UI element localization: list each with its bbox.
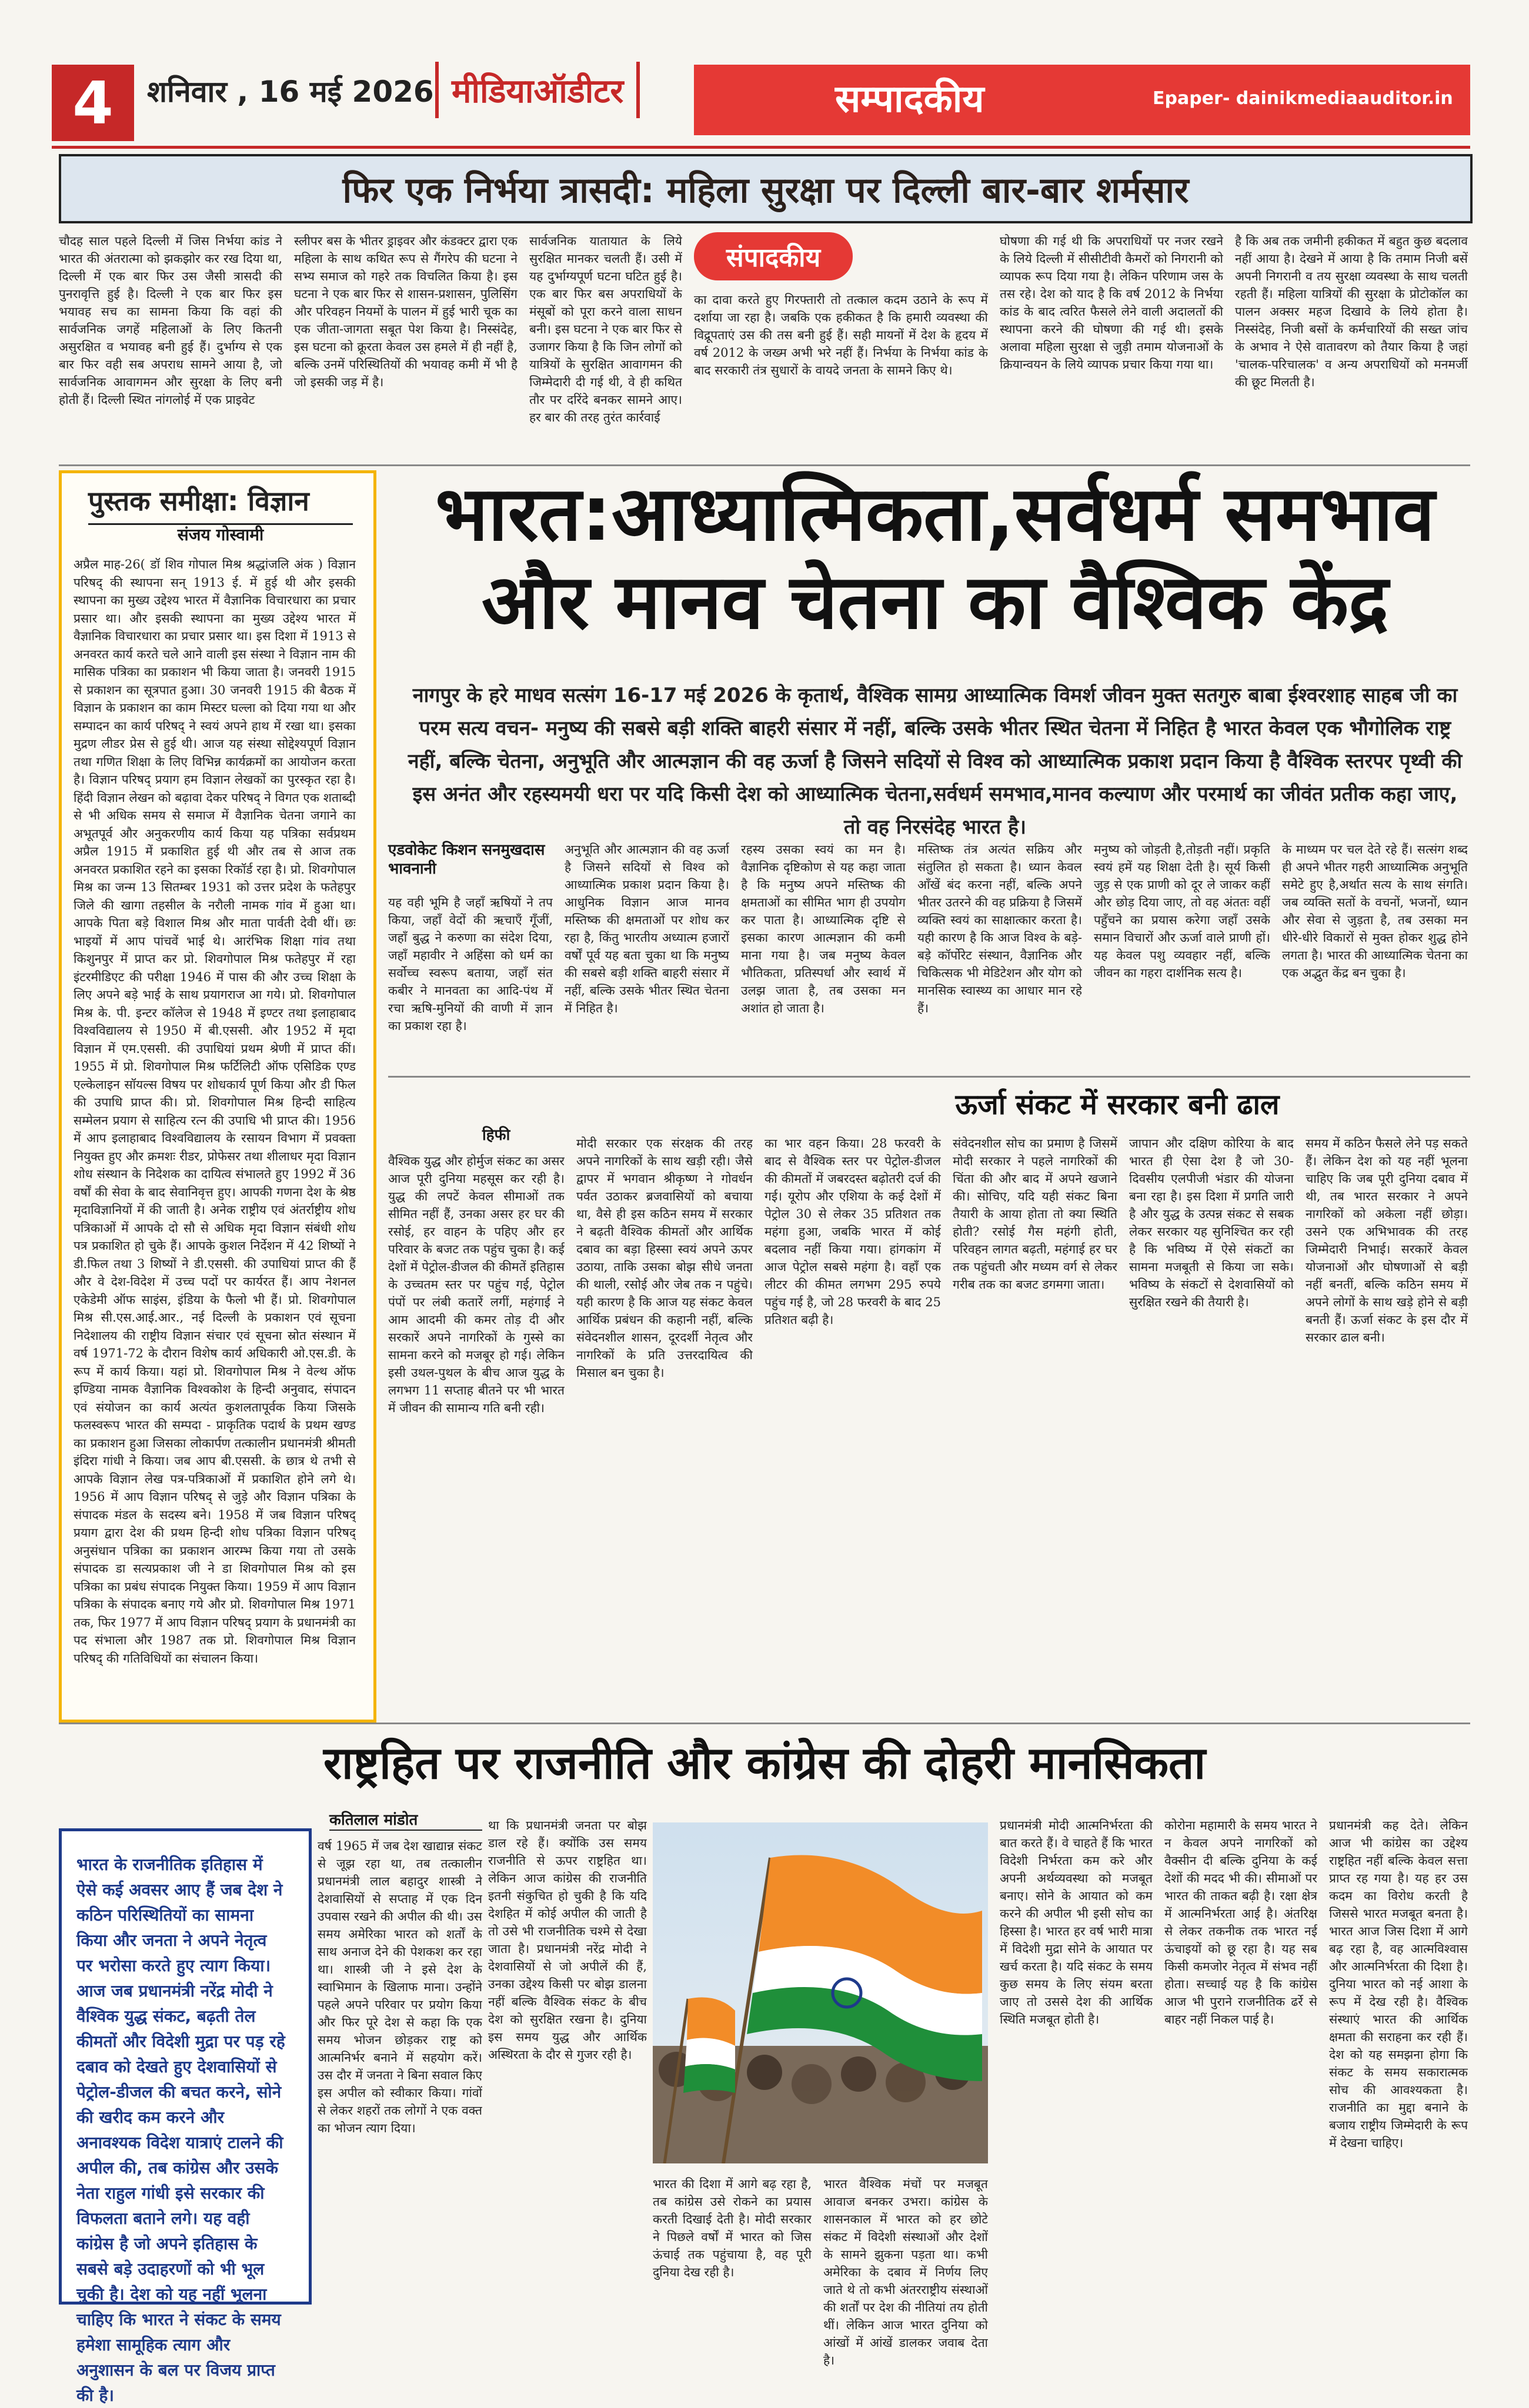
lead-col-3: सार्वजनिक यातायात के लिये सुरक्षित मानकर चलती हैं। उसी में यह दुर्भाग्यपूर्ण घटना घटित हुई है। एक बार फिर बस अपराधियों के मंसूबों को पूरा करने वाला साधन बनी। इस घटना ने एक बार फिर से उजागर किया है कि जिन लोगों को यात्रियों के सुरक्षित आवागमन की जिम्मेदारी दी गई थी, वे ही कथित तौर पर दरिंदे बनकर सामने आए। हर बार की तरह तुरंत कार्रवाई bbox=[529, 234, 682, 424]
politics-col-1: वर्ष 1965 में जब देश खाद्यान्न संकट से जूझ रहा था, तब तत्कालीन प्रधानमंत्री लाल बहादुर शास्त्री ने देशवासियों से सप्ताह में एक दिन उपवास रखने की अपील की थी। उस समय अमेरिका भारत को शर्तों के साथ अनाज देने की पेशकश कर रहा था। शास्त्री जी ने इसे देश के स्वाभिमान के खिलाफ माना। उन्होंने पहले अपने परिवार पर प्रयोग किया और फिर पूरे देश से कहा कि एक समय भोजन छोड़कर राष्ट्र को आत्मनिर्भर बनाने में सहयोग करें। उस दौर में जनता ने बिना सवाल किए इस अपील को स्वीकार किया। गांवों से लेकर शहरों तक लोगों ने एक वक्त का भोजन त्याग दिया। bbox=[318, 1839, 482, 2135]
feature-byline: एडवोकेट किशन सनमुखदास भावनानी bbox=[388, 841, 545, 878]
energy-col-4: संवेदनशील सोच का प्रमाण है जिसमें मोदी सरकार ने पहले नागरिकों की चिंता की और बाद में अपने खजाने की। सोचिए, यदि यही संकट बिना तैयारी के आया होता तो क्या स्थिति होती? रसोई गैस महंगी होती, परिवहन लागत बढ़ती, महंगाई हर घर तक पहुंचती और मध्यम वर्ग से लेकर गरीब तक का बजट डगमगा जाता। bbox=[953, 1136, 1117, 1292]
lead-col-1: चौदह साल पहले दिल्ली में जिस निर्भया कांड ने भारत की अंतरात्मा को झकझोर कर रख दिया था, दिल्ली में एक बार फिर उस जैसी त्रासदी की पुनरावृत्ति हुई है। दिल्ली ने एक बार फिर इस भयावह सच का सामना किया कि वहां की सार्वजनिक जगहें महिलाओं के लिए कितनी असुरक्षित व भयावह बनी हुई हैं। दुर्भाग्य से एक बार फिर वही सब अपराध सामने आया है, जो सार्वजनिक आवागमन और सुरक्षा के लिए बनी होती हैं। दिल्ली स्थित नांगलोई में एक प्राइवेट bbox=[59, 234, 282, 407]
energy-col-5: जापान और दक्षिण कोरिया के बाद भारत ही ऐसा देश है जो 30-दिवसीय एलपीजी भंडार की योजना बना रहा है। इस दिशा में प्रगति जारी है और युद्ध के उत्पन्न संकट से सबक लेकर सरकार यह सुनिश्चित कर रही है कि भविष्य में ऐसे संकटों का सामना मजबूती से किया जा सके। भविष्य के संकटों से देशवासियों को सुरक्षित रखने की तैयारी है। bbox=[1129, 1136, 1294, 1309]
feature-col-1: यह वही भूमि है जहाँ ऋषियों ने तप किया, जहाँ वेदों की ऋचाएँ गूँजीं, जहाँ बुद्ध ने करुणा का संदेश दिया, जहाँ महावीर ने अहिंसा को धर्म का सर्वोच्च स्वरूप बताया, जहाँ संत कबीर ने मानवता का आदि-पंथ में रचा ऋषि-मुनियों की वाणी में ज्ञान का प्रकाश रहा है। bbox=[388, 895, 553, 1033]
politics-col-2: था कि प्रधानमंत्री जनता पर बोझ डाल रहे हैं। क्योंकि उस समय राजनीति से ऊपर राष्ट्रहित था। लेकिन आज कांग्रेस की राजनीति इतनी संकुचित हो चुकी है कि यदि देशहित में कोई अपील की जाती है तो उसे भी राजनीतिक चश्मे से देखा जाता है। प्रधानमंत्री नरेंद्र मोदी ने देशवासियों से जो अपीलें की हैं, उनका उद्देश्य किसी पर बोझ डालना नहीं बल्कि वैश्विक संकट के बीच देश को सुरक्षित रखना है। दुनिया इस समय युद्ध और आर्थिक अस्थिरता के दौर से गुजर रही है। bbox=[488, 1818, 647, 2062]
lead-headline-box bbox=[59, 154, 1473, 223]
rally-flag-illustration bbox=[653, 1822, 988, 2163]
page-number: 4 bbox=[52, 65, 134, 141]
politics-byline: कतिलाल मांडोत bbox=[329, 1811, 482, 1831]
energy-headline: ऊर्जा संकट में सरकार बनी ढाल bbox=[955, 1088, 1280, 1121]
epaper-link[interactable]: Epaper- dainikmediaauditor.in bbox=[1153, 88, 1453, 109]
congress-rally-photo bbox=[653, 1822, 988, 2163]
energy-col-1: वैश्विक युद्ध और होर्मुज संकट का असर आज पूरी दुनिया महसूस कर रही है। युद्ध की लपटें केवल सीमाओं तक सीमित नहीं हैं, उनका असर हर घर की रसोई, हर वाहन के पहिए और हर परिवार के बजट तक पहुंच चुका है। कई देशों में पेट्रोल-डीजल की कीमतें इतिहास के उच्चतम स्तर पर पहुंच गई, पेट्रोल पंपों पर लंबी कतारें लगीं, महंगाई ने आम आदमी की कमर तोड़ दी और सरकारें अपने नागरिकों के गुस्से का सामना करने को मजबूर हो गई। लेकिन इसी उथल-पुथल के बीच आज युद्ध के लगभग 11 सप्ताह बीतने पर भी भारत में जीवन की सामान्य गति बनी रही। bbox=[388, 1154, 565, 1415]
politics-col-7: प्रधानमंत्री कह देते। लेकिन आज भी कांग्रेस का उद्देश्य राष्ट्रहित नहीं बल्कि केवल सत्ता प्राप्त रह गया है। यह हर उस कदम का विरोध करती है जिससे भारत मजबूत बनता है। भारत आज जिस दिशा में आगे बढ़ रहा है, वह आत्मविश्वास और आत्मनिर्भरता की दिशा है। दुनिया भारत को नई आशा के रूप में देख रही है। वैश्विक संस्थाएं भारत की आर्थिक क्षमता की सराहना कर रही हैं। देश को यह समझना होगा कि संकट के समय सकारात्मक सोच की आवश्यकता है। राजनीति का मुद्दा बनाने के बजाय राष्ट्रीय जिम्मेदारी के रूप में देखना चाहिए। bbox=[1329, 1818, 1468, 2150]
book-review-author: संजय गोस्वामी bbox=[177, 525, 264, 544]
section-title: सम्पादकीय bbox=[835, 78, 984, 121]
feature-col-5: मनुष्य को जोड़ती है,तोड़ती नहीं। प्रकृति स्वयं हमें यह शिक्षा देती है। सूर्य किसी जुड़ से एक प्राणी को दूर ले जाकर कहीं और छोड़ दिया जाए, तो वह अंततः वहीं पहुँचने का प्रयास करेगा जहाँ उसके समान विचारों और ऊर्जा वाले प्राणी हों। यह केवल पशु व्यवहार नहीं, बल्कि जीवन का गहरा दार्शनिक सत्य है। bbox=[1094, 842, 1270, 980]
energy-col-3: का भार वहन किया। 28 फरवरी के बाद से वैश्विक स्तर पर पेट्रोल-डीजल की कीमतों में जबरदस्त बढ़ोतरी दर्ज की गई। यूरोप और एशिया के कई देशों में पेट्रोल 30 से लेकर 35 प्रतिशत तक महंगा हुआ, जबकि भारत में कोई बदलाव नहीं किया गया। हांगकांग में आज पेट्रोल सबसे महंगा है। वहाँ एक लीटर की कीमत लगभग 295 रुपये पहुंच गई है, जो 28 फरवरी के बाद 25 प्रतिशत बढ़ी है। bbox=[764, 1136, 941, 1327]
bottom-divider bbox=[59, 1723, 1470, 1724]
energy-byline: हिफी bbox=[482, 1126, 510, 1144]
section-divider bbox=[59, 464, 1470, 466]
lead-headline: फिर एक निर्भया त्रासदी: महिला सुरक्षा पर दिल्ली बार-बार शर्मसार bbox=[342, 170, 1189, 211]
book-review-title: पुस्तक समीक्षा: विज्ञान bbox=[88, 482, 353, 525]
feature-headline-line-2: और मानव चेतना का वैश्विक केंद्र bbox=[481, 558, 1389, 646]
feature-col-2: अनुभूति और आत्मज्ञान की वह ऊर्जा है जिसने सदियों से विश्व को आध्यात्मिक प्रकाश प्रदान किया है। आधुनिक विज्ञान आज मानव मस्तिष्क की क्षमताओं पर शोध कर रहा है, किंतु भारतीय अध्यात्म हजारों वर्षों पूर्व यह बता चुका था कि मनुष्य की सबसे बड़ी शक्ति बाहरी संसार में नहीं, बल्कि उसके भीतर स्थित चेतना में निहित है। bbox=[565, 842, 729, 1015]
paper-name: मीडियाऑडीटर bbox=[435, 62, 640, 118]
feature-divider bbox=[388, 1076, 1470, 1078]
feature-headline-line-1: भारत:आध्यात्मिकता,सर्वधर्म समभाव bbox=[435, 470, 1435, 558]
politics-headline: राष्ट्रहित पर राजनीति और कांग्रेस की दोहरी मानसिकता bbox=[323, 1737, 1206, 1789]
feature-col-4: मस्तिष्क तंत्र अत्यंत सक्रिय और संतुलित हो सकता है। ध्यान केवल आँखें बंद करना नहीं, बल्कि अपने भीतर उतरने की वह प्रक्रिया है जिसमें व्यक्ति स्वयं का साक्षात्कार करता है। यही कारण है कि आज विश्व के बड़े-बड़े कॉर्पोरेट संस्थान, वैज्ञानिक और चिकित्सक भी मेडिटेशन और योग को मानसिक स्वास्थ्य का आधार मान रहे हैं। bbox=[917, 842, 1082, 1015]
feature-headline bbox=[388, 470, 1482, 647]
politics-col-5: प्रधानमंत्री मोदी आत्मनिर्भरता की बात करते हैं। वे चाहते हैं कि भारत विदेशी निर्भरता कम करे और अपनी अर्थव्यवस्था को मजबूत बनाए। सोने के आयात को कम करने की अपील भी इसी सोच का हिस्सा है। भारत हर वर्ष भारी मात्रा में विदेशी मुद्रा सोने के आयात पर खर्च करता है। यदि संकट के समय कुछ समय के लिए संयम बरता जाए तो उससे देश की आर्थिक स्थिति मजबूत होती है। bbox=[1000, 1818, 1153, 2026]
lead-col-4: का दावा करते हुए गिरफ्तारी तो तत्काल कदम उठाने के रूप में दर्शाया जा रहा है। जबकि एक हकीकत है कि हमारी व्यवस्था की विद्रूपताएं उस की तस बनी हुई हैं। सही मायनों में देश के हृदय में वर्ष 2012 के जख्म अभी भरे नहीं हैं। निर्भया के निर्भया कांड के बाद सरकारी तंत्र सुधारों के वायदे जनता के सामने किए थे। bbox=[694, 293, 988, 377]
politics-col-6: कोरोना महामारी के समय भारत ने न केवल अपने नागरिकों को वैक्सीन दी बल्कि दुनिया के कई देशों की मदद भी की। सीमाओं पर भारत की ताकत बढ़ी है। रक्षा क्षेत्र में आत्मनिर्भरता आई है। अंतरिक्ष से लेकर तकनीक तक भारत नई ऊंचाइयों को छू रहा है। यह सब किसी कमजोर नेतृत्व में संभव नहीं होता। सच्चाई यह है कि कांग्रेस आज भी पुराने राजनीतिक ढर्रे से बाहर नहीं निकल पाई है। bbox=[1164, 1818, 1317, 2026]
editorial-badge: संपादकीय bbox=[694, 232, 853, 280]
politics-col-3: भारत की दिशा में आगे बढ़ रहा है, तब कांग्रेस उसे रोकने का प्रयास करती दिखाई देती है। मोदी सरकार ने पिछले वर्षों में भारत को जिस ऊंचाई तक पहुंचाया है, वह पूरी दुनिया देख रही है। bbox=[653, 2177, 812, 2279]
feature-col-6: के माध्यम पर चल देते रहे हैं। सत्संग शब्द ही अपने भीतर गहरी आध्यात्मिक अनुभूति समेटे हुए है,अर्थात सत्य के साथ संगति। जब व्यक्ति सतों के वचनों, भजनों, ध्यान और सेवा से जुड़ता है, तब उसका मन धीरे-धीरे विकारों से मुक्त होकर शुद्ध होने लगता है। भारत की आध्यात्मिक चेतना का एक अद्भुत केंद्र बन चुका है। bbox=[1282, 842, 1468, 980]
book-review-body: अप्रैल माह-26( डॉ शिव गोपाल मिश्र श्रद्धांजलि अंक ) विज्ञान परिषद् की स्थापना सन् 1913 ई. में हुई थी और इसकी स्थापना का मुख्य उद्देश्य भारत में वैज्ञानिक विचारधारा का प्रचार प्रसार था। और इसकी स्थापना का मुख्य उद्देश्य भारत में वैज्ञानिक विचारधारा का प्रचार प्रसार था। इस दिशा में 1913 से अनवरत कार्य करते चले आने वाली इस संस्था ने विज्ञान नाम की मासिक पत्रिका का प्रकाशन भी किया जाता है। जनवरी 1915 से प्रकाशन का सूत्रपात हुआ। 30 जनवरी 1915 की बैठक में विज्ञान के प्रकाशन का काम मिस्टर घल्ला को दिया गया था और सम्पादन का कार्य परिषद् ने स्वयं अपने हाथ में रखा था। इसका मुद्रण लीडर प्रेस से हुई थी। आज यह संस्था सोद्देश्यपूर्ण विज्ञान तथा गणित शिक्षा के लिए विभिन्न कार्यक्रमों का आयोजन करता है। विज्ञान परिषद् प्रयाग हम विज्ञान लेखकों का पुरस्कृत रहा है। हिंदी विज्ञान लेखन को बढ़ावा देकर परिषद् ने विगत एक शताब्दी से भी अधिक समय से समाज में वैज्ञानिक चेतना जगाने का अभूतपूर्व और अनुकरणीय कार्य किया यह पत्रिका सर्वप्रथम अप्रैल 1915 में प्रकाशित हुई थी और तब से आज तक अनवरत प्रकाशित रहने का इसका रिकॉर्ड रहा है। प्रो. शिवगोपाल मिश्र का जन्म 13 सितम्बर 1931 को उत्तर प्रदेश के फतेहपुर जिले की खागा तहसील के नरौली नामक गांव में हुआ था। आपके पिता बड़े विशाल मिश्र और माता पार्वती देवी थीं। छः भाइयों में आप पांचवें भाई थे। आरंभिक शिक्षा गांव तथा किशुनपुर में प्राप्त कर प्रो. शिवगोपाल मिश्र फतेहपुर में रहा इंटरमीडिएट की परीक्षा 1946 में पास की और उच्च शिक्षा के लिए अपने बड़े भाई के साथ प्रयागराज आ गये। प्रो. शिवगोपाल मिश्र के. पी. इन्टर कॉलेज से 1948 में इण्टर तथा इलाहाबाद विश्वविद्यालय से 1950 में बी.एससी. और 1952 में मृदा विज्ञान में एम.एससी. की उपाधियां प्रथम श्रेणी में प्राप्त कीं। 1955 में प्रो. शिवगोपाल मिश्र फर्टिलिटी ऑफ एसिडिक एण्ड एल्केलाइन सॉयल्स विषय पर शोधकार्य पूर्ण किया और डी फिल की उपाधि प्राप्त की। प्रो. शिवगोपाल मिश्र हिन्दी साहित्य सम्मेलन प्रयाग से साहित्य रत्न की उपाधि भी प्राप्त की। 1956 में आप इलाहाबाद विश्वविद्यालय के रसायन विभाग में प्रवक्ता नियुक्त हुए और क्रमशः रीडर, प्रोफेसर तथा शीलाधर मृदा विज्ञान शोध संस्थान के निदेशक का दायित्व संभालते हुए 1992 में 36 वर्षों की सेवा के बाद सेवानिवृत्त हुए। आपकी गणना देश के श्रेष्ठ मृदाविज्ञानियों में की जाती है। अनेक राष्ट्रीय एवं अंतर्राष्ट्रीय शोध पत्रिकाओं में आपके दो सौ से अधिक मृदा विज्ञान संबंधी शोध पत्र प्रकाशित हो चुके हैं। आपके कुशल निर्देशन में 42 शिष्यों ने डी.फिल तथा 3 शिष्यों ने डी.एससी. की उपाधियां प्राप्त की हैं और वे देश-विदेश में उच्च पदों पर कार्यरत हैं। आप नेशनल एकेडेमी ऑफ साइंस, इंडिया के फैलो भी हैं। प्रो. शिवगोपाल मिश्र सी.एस.आई.आर., नई दिल्ली के प्रकाशन एवं सूचना निदेशालय की राष्ट्रीय विज्ञान संचार एवं सूचना स्रोत संस्थान में वर्ष 1971-72 के दौरान विशेष कार्य अधिकारी ओ.एस.डी. के रूप में कार्य किया। यहां प्रो. शिवगोपाल मिश्र ने वेल्थ ऑफ इण्डिया नामक वैज्ञानिक विश्वकोश के हिन्दी अनुवाद, संपादन एवं संयोजन का कार्य अत्यंत कुशलतापूर्वक किया जिसके फलस्वरूप भारत की सम्पदा - प्राकृतिक पदार्थ के प्रथम खण्ड का प्रकाशन हुआ जिसका लोकार्पण तत्कालीन प्रधानमंत्री श्रीमती इंदिरा गांधी ने किया। जब आप बी.एससी. के छात्र थे तभी से आपके विज्ञान लेख पत्र-पत्रिकाओं में प्रकाशित होने लगे थे। 1956 में आप विज्ञान परिषद् से जुड़े और विज्ञान पत्रिका के संपादक मंडल के सदस्य बने। 1958 में जब विज्ञान परिषद् प्रयाग द्वारा देश की प्रथम हिन्दी शोध पत्रिका विज्ञान परिषद् अनुसंधान पत्रिका का प्रकाशन आरम्भ किया गया तो उसके संपादक डा सत्यप्रकाश जी ने डा शिवगोपाल मिश्र को इस पत्रिका का प्रबंध संपादक नियुक्त किया। 1959 में आप विज्ञान पत्रिका के संपादक बनाए गये और प्रो. शिवगोपाल मिश्र 1971 तक, फिर 1977 में आप विज्ञान परिषद् प्रयाग के प्रधानमंत्री का पद संभाला और 1987 तक प्रो. शिवगोपाल मिश्र विज्ञान परिषद् की गतिविधियों का संचालन किया। bbox=[74, 557, 356, 1665]
feature-intro: नागपुर के हरे माधव सत्संग 16-17 मई 2026 के कृतार्थ, वैश्विक सामग्र आध्यात्मिक विमर्श जीवन मुक्त सतगुरु बाबा ईश्वरशाह साहब जी का परम सत्य वचन- मनुष्य की सबसे बड़ी शक्ति बाहरी संसार में नहीं, बल्कि उसके भीतर स्थित चेतना में निहित है भारत केवल एक भौगोलिक राष्ट्र नहीं, बल्कि चेतना, अनुभूति और आत्मज्ञान की वह ऊर्जा है जिसने सदियों से विश्व को आध्यात्मिक प्रकाश प्रदान किया है वैश्विक स्तरपर पृथ्वी की इस अनंत और रहस्यमयी धरा पर यदि किसी देश को आध्यात्मिक चेतना,सर्वधर्म समभाव,मानव कल्याण और परमार्थ का जीवंत प्रतीक कहा जाए, तो वह निरसंदेह भारत है। bbox=[408, 684, 1463, 839]
politics-col-4: भारत वैश्विक मंचों पर मजबूत आवाज बनकर उभरा। कांग्रेस के शासनकाल में भारत को हर छोटे संकट में विदेशी संस्थाओं और देशों के सामने झुकना पड़ता था। कभी अमेरिका के दबाव में निर्णय लिए जाते थे तो कभी अंतरराष्ट्रीय संस्थाओं की शर्तों पर देश की नीतियां तय होती थीं। लेकिन आज भारत दुनिया को आंखों में आंखें डालकर जवाब देता है। bbox=[823, 2177, 988, 2367]
lead-col-2: स्लीपर बस के भीतर ड्राइवर और कंडक्टर द्वारा एक महिला के साथ कथित रूप से गैंगरेप की घटना ने सभ्य समाज को गहरे तक विचलित किया है। इस घटना ने एक बार फिर से शासन-प्रशासन, पुलिसिंग और परिवहन नियमों के पालन में हुई भारी चूक का एक जीता-जागता सबूत पेश किया है। निस्संदेह, इस घटना को क्रूरता केवल उस हमले में ही नहीं है, बल्कि उनमें परिस्थितियों की भयावह कमी में भी है जो इसकी जड़ में है। bbox=[294, 234, 518, 389]
feature-col-3: रहस्य उसका स्वयं का मन है। वैज्ञानिक दृष्टिकोण से यह कहा जाता है कि मनुष्य अपने मस्तिष्क की क्षमताओं का सीमित भाग ही उपयोग कर पाता है। आध्यात्मिक दृष्टि से इसका कारण आत्मज्ञान की कमी माना गया है। जब मनुष्य केवल भौतिकता, प्रतिस्पर्धा और स्वार्थ में उलझ जाता है, तब उसका मन अशांत हो जाता है। bbox=[741, 842, 906, 1015]
energy-col-2: मोदी सरकार एक संरक्षक की तरह अपने नागरिकों के साथ खड़ी रही। जैसे द्वापर में भगवान श्रीकृष्ण ने गोवर्धन पर्वत उठाकर ब्रजवासियों को बचाया था, वैसे ही इस कठिन समय में सरकार ने बढ़ती वैश्विक कीमतों और आर्थिक दबाव का बड़ा हिस्सा स्वयं अपने ऊपर उठाया, ताकि उसका बोझ सीधे जनता की थाली, रसोई और जेब तक न पहुंचे। यही कारण है कि आज यह संकट केवल आर्थिक प्रबंधन की कहानी नहीं, बल्कि संवेदनशील शासन, दूरदर्शी नेतृत्व और नागरिकों के प्रति उत्तरदायित्व की मिसाल बन चुका है। bbox=[576, 1136, 753, 1380]
issue-date: शनिवार , 16 मई 2026 bbox=[147, 75, 434, 109]
energy-col-6: समय में कठिन फैसले लेने पड़ सकते हैं। लेकिन देश को यह नहीं भूलना चाहिए कि जब पूरी दुनिया दबाव में थी, तब भारत सरकार ने अपने नागरिकों को अकेला नहीं छोड़ा। उसने एक अभिभावक की तरह जिम्मेदारी निभाई। सरकारें केवल योजनाओं और घोषणाओं से बड़ी नहीं बनतीं, बल्कि कठिन समय में अपने लोगों के साथ खड़े होने से बड़ी बनती हैं। ऊर्जा संकट के इस दौर में सरकार ढाल बनी। bbox=[1306, 1136, 1468, 1345]
header-rule bbox=[52, 146, 1470, 149]
lead-col-6: है कि अब तक जमीनी हकीकत में बहुत कुछ बदलाव नहीं आया है। देखने में आया है कि तमाम निजी बसें अपनी निगरानी व तय सुरक्षा व्यवस्था के साथ चलती रहती हैं। महिला यात्रियों की सुरक्षा के प्रोटोकॉल का पालन अक्सर महज दिखावे के लिये होता है। निस्संदेह, निजी बसों के कर्मचारियों की सख्त जांच के अभाव ने ऐसे वातावरण को तैयार किया है जहां 'चालक-परिचालक' व अन्य अपराधियों को मनमर्जी की छूट मिलती है। bbox=[1235, 234, 1468, 389]
politics-quote: भारत के राजनीतिक इतिहास में ऐसे कई अवसर आए हैं जब देश ने कठिन परिस्थितियों का सामना किया और जनता ने अपने नेतृत्व पर भरोसा करते हुए त्याग किया। आज जब प्रधानमंत्री नरेंद्र मोदी ने वैश्विक युद्ध संकट, बढ़ती तेल कीमतों और विदेशी मुद्रा पर पड़ रहे दबाव को देखते हुए देशवासियों से पेट्रोल-डीजल की बचत करने, सोने की खरीद कम करने और अनावश्यक विदेश यात्राएं टालने की अपील की, तब कांग्रेस और उसके नेता राहुल गांधी इसे सरकार की विफलता बताने लगे। यह वही कांग्रेस है जो अपने इतिहास के सबसे बड़े उदाहरणों को भी भूल चुकी है। देश को यह नहीं भूलना चाहिए कि भारत ने संकट के समय हमेशा सामूहिक त्याग और अनुशासन के बल पर विजय प्राप्त की है। bbox=[76, 1855, 285, 2405]
lead-col-5: घोषणा की गई थी कि अपराधियों पर नजर रखने के लिये दिल्ली में सीसीटीवी कैमरों को निगरानी को व्यापक रूप दिया गया है। लेकिन परिणाम जस के तस रहे। देश को याद है कि वर्ष 2012 के निर्भया कांड के बाद त्वरित फैसले लेने वाली अदालतों की स्थापना करने की घोषणा की गई थी। इसके अलावा महिला सुरक्षा से जुड़ी तमाम योजनाओं के क्रियान्वयन के लिये व्यापक प्रचार किया गया था। bbox=[1000, 234, 1223, 372]
